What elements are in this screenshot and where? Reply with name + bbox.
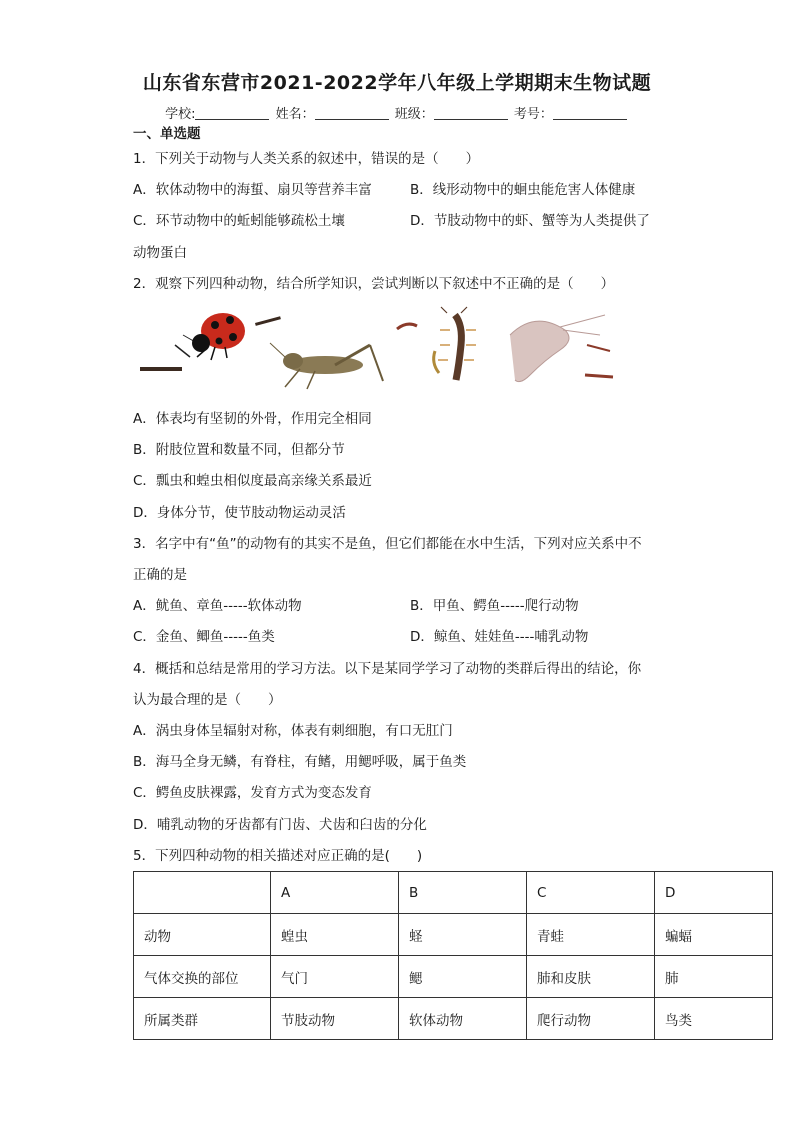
class-label: 班级： [394,107,434,122]
id-label: 考号： [513,107,553,122]
centipede-image [397,307,476,380]
student-info-line [0,103,794,122]
table-cell: 肺和皮肤 [527,956,655,998]
shrimp-image [510,315,613,382]
table-cell: 动物 [134,914,271,956]
q3-option-c: C．金鱼、鲫鱼-----鱼类 [133,629,275,645]
q4-option-d: D．哺乳动物的牙齿都有门齿、犬齿和臼齿的分化 [133,817,427,833]
table-cell: 所属类群 [134,998,271,1040]
table-cell: 节肢动物 [271,998,399,1040]
q1-option-c: C．环节动物中的蚯蚓能够疏松土壤 [133,213,345,229]
q2-stem: 2．观察下列四种动物，结合所学知识，尝试判断以下叙述中不正确的是（ ） [133,276,615,292]
table-cell: 蛏 [399,914,527,956]
table-cell: 鸟类 [655,998,773,1040]
table-cell: D [655,872,773,914]
q2-option-c: C．瓢虫和蝗虫相似度最高亲缘关系最近 [133,473,372,489]
ladybug-image [140,313,281,371]
q1-stem: 1．下列关于动物与人类关系的叙述中，错误的是（ ） [133,151,480,167]
class-blank[interactable] [434,105,508,120]
q5-stem: 5．下列四种动物的相关描述对应正确的是( ) [133,848,423,864]
q4-stem-cont: 认为最合理的是（ ） [133,692,282,708]
table-row [134,998,773,1040]
table-cell: 鳃 [399,956,527,998]
name-blank[interactable] [315,105,389,120]
table-cell: 青蛙 [527,914,655,956]
table-cell: 爬行动物 [527,998,655,1040]
table-header-row [134,872,773,914]
table-cell [134,872,271,914]
table-cell: C [527,872,655,914]
school-blank[interactable] [195,105,269,120]
id-blank[interactable] [553,105,627,120]
q2-option-a: A．体表均有坚韧的外骨，作用完全相同 [133,411,372,427]
q3-option-a: A．鱿鱼、章鱼-----软体动物 [133,598,302,614]
four-animals-figure [135,305,625,400]
q4-option-b: B．海马全身无鳞，有脊柱，有鳍，用鳃呼吸，属于鱼类 [133,754,467,770]
q1-option-d: D．节肢动物中的虾、蟹等为人类提供了 [410,213,650,229]
section-heading: 一、单选题 [133,126,201,142]
q3-option-d: D．鲸鱼、娃娃鱼----哺乳动物 [410,629,589,645]
table-cell: 气门 [271,956,399,998]
table-cell: A [271,872,399,914]
q3-stem-cont: 正确的是 [133,567,187,583]
table-row [134,914,773,956]
q4-option-a: A．涡虫身体呈辐射对称，体表有刺细胞，有口无肛门 [133,723,453,739]
q1-option-a: A．软体动物中的海蜇、扇贝等营养丰富 [133,182,372,198]
q5-table [133,871,773,1040]
q1-option-d-cont: 动物蛋白 [133,245,187,261]
table-cell: 蝙蝠 [655,914,773,956]
name-label: 姓名： [275,107,315,122]
q3-stem: 3．名字中有“鱼”的动物有的其实不是鱼，但它们都能在水中生活，下列对应关系中不 [133,536,642,552]
page-title: 山东省东营市2021-2022学年八年级上学期期末生物试题 [142,72,652,94]
table-cell: 蝗虫 [271,914,399,956]
q1-option-b: B．线形动物中的蛔虫能危害人体健康 [410,182,636,198]
q4-option-c: C．鳄鱼皮肤裸露，发育方式为变态发育 [133,785,372,801]
table-cell: 气体交换的部位 [134,956,271,998]
table-cell: 肺 [655,956,773,998]
q2-option-d: D．身体分节，使节肢动物运动灵活 [133,505,346,521]
q2-option-b: B．附肢位置和数量不同，但都分节 [133,442,345,458]
table-cell: 软体动物 [399,998,527,1040]
q4-stem: 4．概括和总结是常用的学习方法。以下是某同学学习了动物的类群后得出的结论，你 [133,661,642,677]
school-label: 学校: [165,107,196,122]
q3-option-b: B．甲鱼、鳄鱼-----爬行动物 [410,598,579,614]
table-cell: B [399,872,527,914]
table-row [134,956,773,998]
grasshopper-image [270,343,383,389]
